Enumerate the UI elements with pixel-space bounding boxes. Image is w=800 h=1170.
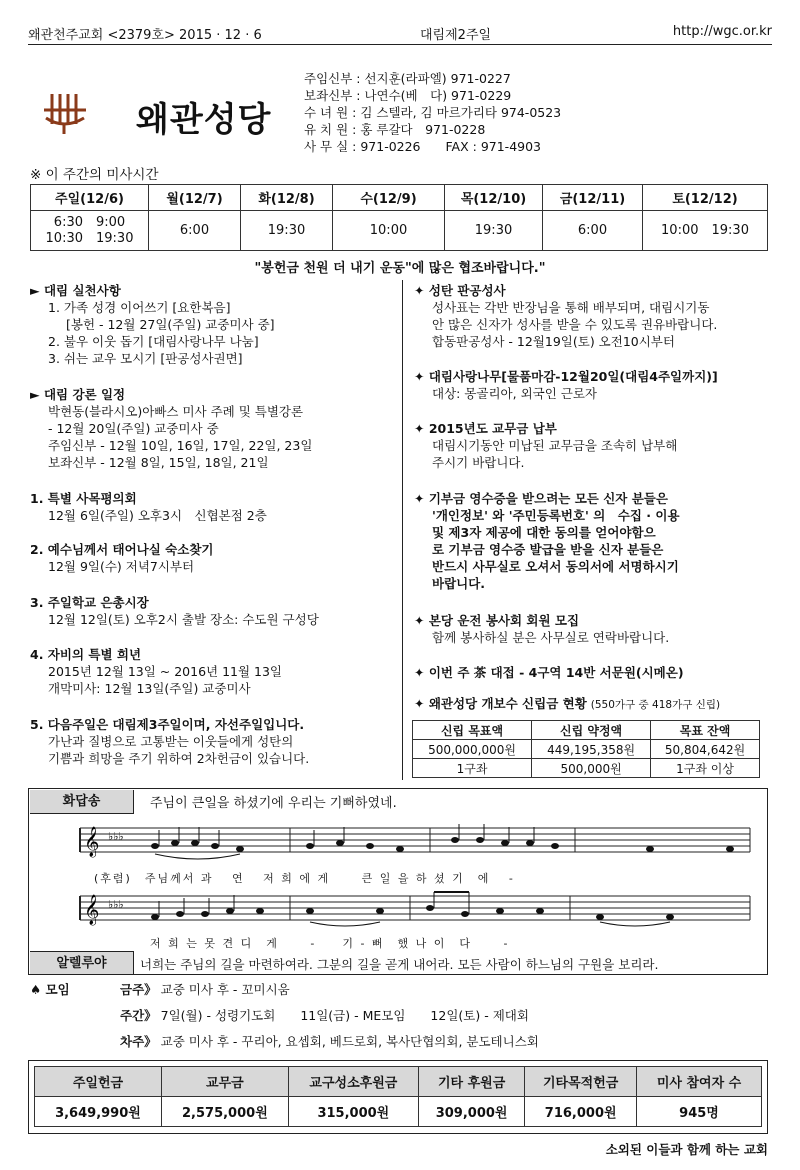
staff-line: 수 녀 원 : 김 스텔라, 김 마르가리타 974-0523 [304,105,562,120]
text-line: 주시기 바랍니다. [432,455,525,470]
day-header: 토(12/12) [643,185,768,211]
column-divider [402,280,403,780]
text-line: 12월 9일(수) 저녁7시부터 [48,559,195,574]
meeting-key: 금주》 [120,982,157,997]
text-line: 안 많은 신자가 성사를 받을 수 있도록 권유바랍니다. [432,317,718,332]
parish-dues [414,420,677,471]
meeting-value: 교중 미사 후 - 꾸리아, 요셉회, 베드로회, 복사단협의회, 분도테니스회 [160,1034,539,1049]
mass-time: 10:00 19:30 [643,211,768,251]
meeting-key: 차주》 [120,1034,157,1049]
text-line: 12월 6일(주일) 오후3시 신협본점 2층 [48,508,267,523]
section-title: 5. 다음주일은 대림제3주일이며, 자선주일입니다. [30,717,305,732]
summary-header: 주일헌금 [35,1067,162,1097]
text-line: 로 기부금 영수증 발급을 받을 신자 분들은 [432,542,664,557]
mass-schedule-table [30,184,768,251]
renovation-fund-table [412,720,760,778]
staff-line: 보좌신부 : 나연수(베 다) 971-0229 [304,88,512,103]
section-title: ✦ 성탄 판공성사 [414,283,506,298]
fund-cell: 500,000,000원 [413,740,532,759]
mass-time: 6:30 9:00 10:30 19:30 [31,211,149,251]
text-line: 대림시기동안 미납된 교무금을 조속히 납부해 [432,438,678,453]
text-line: 12월 12일(토) 오후2시 출발 장소: 수도원 구성당 [48,612,319,627]
meeting-row [120,980,290,998]
text-line: 바랍니다. [432,576,486,591]
text-line: 1. 가족 성경 이어쓰기 [요한복음] [48,300,231,315]
text-line: 함께 봉사하실 분은 사무실로 연락바랍니다. [432,630,670,645]
mass-schedule-title: ※ 이 주간의 미사시간 [30,167,159,183]
fund-header: 신립 약정액 [532,721,651,740]
driver-volunteer [414,612,669,646]
day-header: 화(12/8) [241,185,333,211]
fund-note: (550가구 중 418가구 신립) [590,699,721,711]
parish-logo-icon [42,90,88,136]
text-line: 및 제3자 제공에 대한 동의를 얻어야함으 [432,525,656,540]
fund-cell: 500,000원 [532,759,651,778]
issue-info: 왜관천주교회 <2379호> 2015 · 12 · 6 [28,28,262,43]
text-line: 2015년 12월 13일 ~ 2016년 11월 13일 [48,664,283,679]
day-header: 금(12/11) [543,185,643,211]
meeting-value: 7일(월) - 성령기도회 11일(금) - ME모임 12일(토) - 제대회 [160,1008,529,1023]
meeting-key: 주간》 [120,1008,157,1023]
summary-value: 309,000원 [418,1097,524,1127]
day-header: 수(12/9) [333,185,445,211]
notice-5 [30,716,309,767]
summary-header: 기타목적헌금 [525,1067,637,1097]
notice-4 [30,646,282,697]
summary-header: 교구성소후원금 [288,1067,418,1097]
summary-value: 3,649,990원 [35,1097,162,1127]
text-line: 반드시 사무실로 오셔서 동의서에 서명하시기 [432,559,679,574]
lyric-line: (후렴) 주님께서 과 연 저 희 에 게 큰 일 을 하 셨 기 에 - [94,872,515,885]
meetings-title: ♠ 모임 [30,982,70,997]
text-line: 2. 불우 이웃 돕기 [대림사랑나무 나눔] [48,334,259,349]
meeting-row [120,1006,529,1024]
section-title: ► 대림 강론 일정 [30,387,126,402]
svg-text:♭♭♭: ♭♭♭ [108,898,124,911]
advent-love-tree [414,368,718,402]
section-title: ✦ 본당 운전 봉사회 회원 모집 [414,613,580,628]
mass-time: 19:30 [445,211,543,251]
text-line: 주임신부 - 12월 10일, 16일, 17일, 22일, 23일 [48,438,313,453]
text-line: 기쁨과 희망을 주기 위하여 2차헌금이 있습니다. [48,751,310,766]
summary-value: 716,000원 [525,1097,637,1127]
slogan: "봉헌금 천원 더 내기 운동"에 많은 협조바랍니다." [254,261,546,276]
text-line: 성사표는 각반 반장님을 통해 배부되며, 대림시기동 [432,300,710,315]
fund-cell: 449,195,358원 [532,740,651,759]
svg-text:𝄞: 𝄞 [84,895,100,925]
section-title: 1. 특별 사목평의회 [30,491,137,506]
staff-contacts [304,70,561,155]
parish-name: 왜관성당 [136,100,272,140]
donation-receipt-notice [414,490,680,592]
summary-value: 945명 [637,1097,762,1127]
summary-value: 2,575,000원 [161,1097,288,1127]
section-title: ► 대림 실천사항 [30,283,121,298]
footer-motto: 소외된 이들과 함께 하는 교회 [605,1142,768,1157]
text-line: 보좌신부 - 12월 8일, 15일, 18일, 21일 [48,455,269,470]
day-header: 주일(12/6) [31,185,149,211]
meeting-value: 교중 미사 후 - 꼬미시움 [160,982,290,997]
text-line: 가난과 질병으로 고통받는 이웃들에게 성탄의 [48,734,294,749]
text-line: '개인정보' 와 '주민등록번호' 의 수집 · 이용 [432,508,680,523]
liturgical-week: 대림제2주일 [420,28,492,43]
summary-header: 미사 참여자 수 [637,1067,762,1097]
staff-line: 주임신부 : 선지훈(라파엘) 971-0227 [304,71,511,86]
notice-2 [30,541,213,575]
renovation-fund [414,695,720,714]
tea-service [414,664,684,681]
fund-cell: 50,804,642원 [651,740,760,759]
svg-text:𝄞: 𝄞 [84,827,100,857]
psalm-label: 화답송 [30,790,134,814]
text-line: 개막미사: 12월 13일(주일) 교중미사 [48,681,251,696]
psalm-text: 주님이 큰일을 하셨기에 우리는 기뻐하였네. [150,796,397,811]
offering-summary-table [34,1066,762,1127]
notice-3 [30,594,319,628]
day-header: 월(12/7) [149,185,241,211]
section-title: 4. 자비의 특별 희년 [30,647,142,662]
section-title: ✦ 왜관성당 개보수 신립금 현황 [414,696,587,711]
notice-1 [30,490,267,524]
fund-cell: 1구좌 이상 [651,759,760,778]
meeting-row [120,1032,539,1050]
text-line: 3. 쉬는 교우 모시기 [판공성사권면] [48,351,243,366]
christmas-confession [414,282,717,350]
section-title: 3. 주일학교 은총시장 [30,595,149,610]
section-title: ✦ 대림사랑나무[물품마감-12월20일(대림4주일까지)] [414,369,718,384]
mass-time: 10:00 [333,211,445,251]
text-line: 합동판공성사 - 12월19일(토) 오전10시부터 [432,334,675,349]
text-line: - 12월 20일(주일) 교중미사 중 [48,421,219,436]
section-title: ✦ 이번 주 茶 대접 - 4구역 14반 서문원(시메온) [414,665,684,680]
staff-line: 사 무 실 : 971-0226 FAX : 971-4903 [304,139,542,154]
website-link[interactable]: http://wgc.or.kr [672,24,772,39]
svg-text:♭♭♭: ♭♭♭ [108,830,124,843]
summary-value: 315,000원 [288,1097,418,1127]
mass-time: 19:30 [241,211,333,251]
header-rule [28,44,772,45]
alleluia-label: 알렐루야 [30,951,134,974]
lyric-line: 저 희 는 못 견 디 게 - 기 - 뻐 했 나 이 다 - [150,937,510,950]
advent-lecture [30,386,312,471]
mass-time: 6:00 [149,211,241,251]
alleluia-text: 너희는 주님의 길을 마련하여라. 그분의 길을 곧게 내어라. 모든 사람이 하느님의 구원을 보리라. [140,957,659,972]
fund-header: 신립 목표액 [413,721,532,740]
mass-time: 6:00 [543,211,643,251]
day-header: 목(12/10) [445,185,543,211]
section-title: ✦ 기부금 영수증을 받으려는 모든 신자 분들은 [414,491,668,506]
fund-cell: 1구좌 [413,759,532,778]
text-line: 박현동(블라시오)아빠스 미사 주례 및 특별강론 [48,404,304,419]
fund-header: 목표 잔액 [651,721,760,740]
text-line: 대상: 몽골리아, 외국인 근로자 [432,386,598,401]
section-title: 2. 예수님께서 태어나실 숙소찾기 [30,542,214,557]
summary-header: 교무금 [161,1067,288,1097]
section-title: ✦ 2015년도 교무금 납부 [414,421,557,436]
staff-line: 유 치 원 : 홍 루갈다 971-0228 [304,122,486,137]
text-line: [봉헌 - 12월 27일(주일) 교중미사 중] [66,317,275,332]
summary-header: 기타 후원금 [418,1067,524,1097]
advent-practice [30,282,275,367]
